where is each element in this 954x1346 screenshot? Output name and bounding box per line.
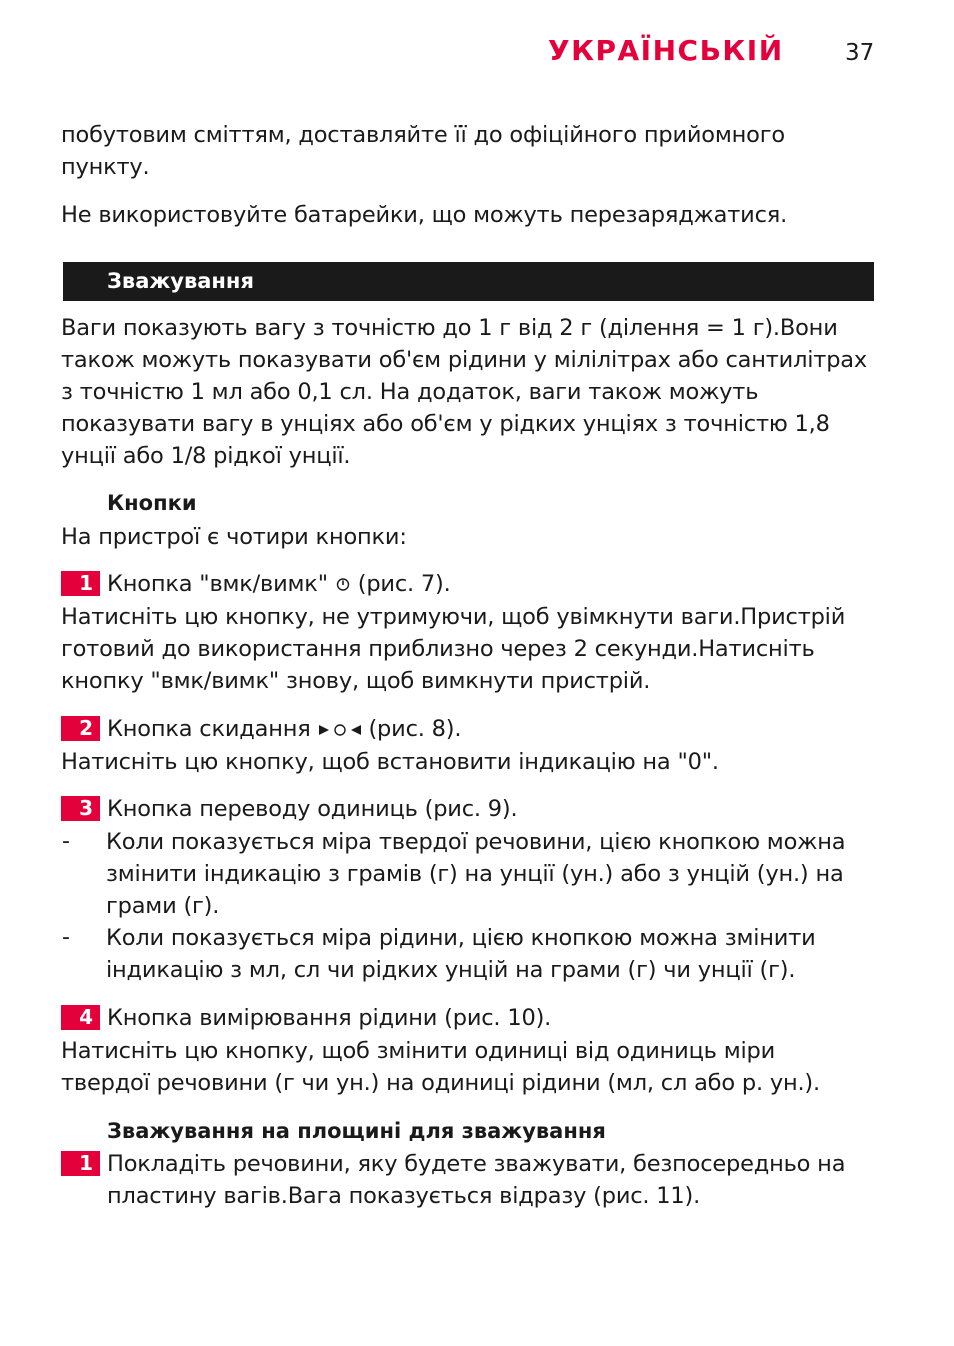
platform-line-1: Покладіть речовини, яку будете зважувати, безпосередньо на [107, 1151, 846, 1177]
step-number-badge: 1 [61, 1151, 100, 1176]
description-line-4: показувати вагу в унціях або об'єм у рідких унціях з точністю 1,8 [61, 411, 830, 437]
step3-bullet1-line-2: змінити індикацію з грамів (г) на унції (ун.) або з унцій (ун.) на [106, 861, 844, 887]
description-line-2: також можуть показувати об'єм рідини у мілілітрах або сантилітрах [61, 347, 867, 373]
page-number: 37 [845, 40, 875, 66]
power-icon [335, 569, 351, 601]
platform-heading: Зважування на площині для зважування [107, 1119, 606, 1143]
step1-title-ref: (рис. 7). [357, 571, 451, 597]
description-line-3: з точністю 1 мл або 0,1 сл. На додаток, ваги також можуть [61, 379, 759, 405]
step4-line-1: Натисніть цю кнопку, щоб змінити одиниці від одиниць міри [61, 1038, 776, 1064]
description-line-1: Ваги показують вагу з точністю до 1 г від 2 г (ділення = 1 г).Вони [61, 315, 838, 341]
step3-bullet2-line-2: індикацію з мл, сл чи рідких унцій на грами (г) чи унції (г). [106, 957, 796, 983]
step3-bullet1-line-3: грами (г). [106, 893, 220, 919]
step3-title: Кнопка переводу одиниць (рис. 9). [107, 796, 518, 822]
step-number-badge: 2 [61, 716, 100, 741]
tare-icon [318, 714, 362, 746]
step4-title: Кнопка вимірювання рідини (рис. 10). [107, 1005, 552, 1031]
step1-title [107, 568, 451, 601]
step-number-badge: 4 [61, 1005, 100, 1030]
step4-line-2: твердої речовини (г чи ун.) на одиниці рідини (мл, сл або р. ун.). [61, 1070, 820, 1096]
step2-title-text: Кнопка скидання [107, 716, 311, 742]
step2-title-ref: (рис. 8). [368, 716, 462, 742]
step1-line-2: готовий до використання приблизно через 2 секунди.Натисніть [61, 636, 815, 662]
step1-line-1: Натисніть цю кнопку, не утримуючи, щоб увімкнути ваги.Пристрій [61, 604, 846, 630]
step-number-badge: 3 [61, 796, 100, 821]
step1-title-text: Кнопка "вмк/вимк" [107, 571, 328, 597]
intro-line-3: Не використовуйте батарейки, що можуть перезаряджатися. [61, 202, 788, 228]
description-line-5: унції або 1/8 рідкої унції. [61, 443, 351, 469]
bullet-dash: - [62, 925, 70, 950]
bullet-dash: - [62, 829, 70, 854]
step3-bullet2-line-1: Коли показується міра рідини, цією кнопкою можна змінити [106, 925, 816, 951]
step2-line-1: Натисніть цю кнопку, щоб встановити індикацію на "0". [61, 749, 719, 775]
step3-bullet1-line-1: Коли показується міра твердої речовини, цією кнопкою можна [106, 829, 846, 855]
intro-line-2: пункту. [61, 154, 150, 180]
buttons-heading: Кнопки [107, 491, 197, 515]
step2-title [107, 713, 461, 746]
step-number-badge: 1 [61, 571, 100, 596]
platform-line-2: пластину вагів.Вага показується відразу (рис. 11). [107, 1183, 701, 1209]
language-title: УКРАЇНСЬКІЙ [548, 34, 784, 67]
intro-line-1: побутовим сміттям, доставляйте її до офіційного прийомного [61, 122, 785, 148]
step1-line-3: кнопку "вмк/вимк" знову, щоб вимкнути пристрій. [61, 668, 651, 694]
buttons-intro: На пристрої є чотири кнопки: [61, 524, 407, 550]
section-title: Зважування [107, 269, 254, 293]
